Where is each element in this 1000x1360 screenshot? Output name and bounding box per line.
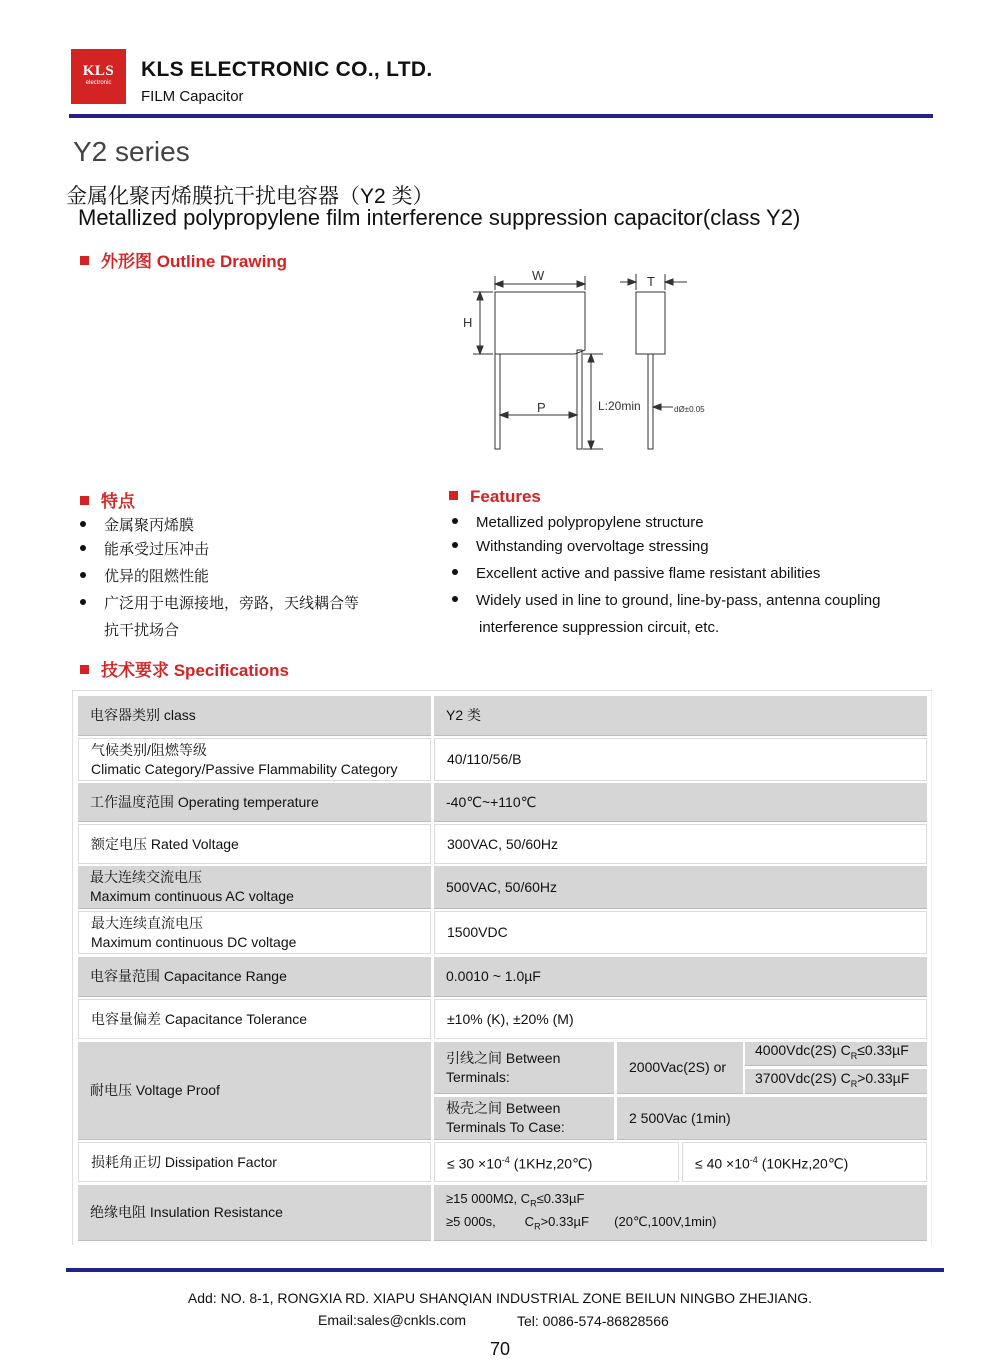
table-cell-value [434, 824, 927, 864]
outline-drawing [455, 262, 725, 457]
series-title: Y2 series [73, 136, 190, 167]
table-cell-value [434, 738, 927, 781]
lead-left [495, 354, 500, 449]
list-item-continuation: interference suppression circuit, etc. [479, 619, 720, 636]
title-chinese: 金属化聚丙烯膜抗干扰电容器（Y2 类） [66, 185, 434, 208]
subscript: R [850, 1050, 858, 1061]
table-cell-label [78, 783, 431, 822]
cell-text-part: 4000Vdc(2S) C [755, 1042, 851, 1059]
bullet-icon [452, 569, 458, 575]
table-cell-value [434, 866, 927, 909]
cell-text: Maximum continuous DC voltage [91, 933, 297, 950]
table-cell-label [78, 824, 431, 864]
logo-subtext: electronic [85, 80, 112, 86]
subscript: R [530, 1198, 537, 1209]
table-cell-label [78, 957, 431, 997]
table-cell-value [617, 1097, 927, 1140]
cell-text [755, 1041, 927, 1066]
cell-text-part: (10KHz,20℃) [757, 1155, 849, 1172]
subscript: R [850, 1078, 858, 1089]
table-cell-value [434, 1185, 927, 1241]
cell-text: Terminals To Case: [446, 1119, 565, 1135]
logo-text: KLS [82, 63, 115, 79]
subscript: R [534, 1221, 541, 1232]
footer-address: Add: NO. 8-1, RONGXIA RD. XIAPU SHANQIAN INDUSTRIAL ZONE BEILUN NINGBO ZHEJIANG. [187, 1290, 813, 1306]
cell-text: 电容量偏差 Capacitance Tolerance [91, 1010, 308, 1027]
superscript: -4 [501, 1154, 510, 1165]
bullet-icon [80, 545, 86, 551]
table-cell-label [78, 866, 431, 909]
list-item [80, 565, 209, 586]
label-l: L:20min [598, 399, 641, 413]
footer-divider [66, 1268, 944, 1272]
cell-text: 40/110/56/B [447, 751, 522, 767]
header-divider [69, 114, 933, 118]
list-item-text: 金属聚丙烯膜 [104, 517, 195, 534]
list-item [452, 592, 880, 609]
list-item [80, 538, 209, 559]
table-cell-label [78, 738, 431, 781]
cell-text: 损耗角正切 Dissipation Factor [91, 1153, 277, 1170]
list-item-text: 广泛用于电源接地，旁路，天线耦合等 [104, 595, 360, 612]
bullet-icon [452, 542, 458, 548]
table-cell-label [78, 1185, 431, 1241]
list-item-text: Metallized polypropylene structure [476, 514, 704, 531]
list-item-text: 优异的阻燃性能 [104, 568, 210, 585]
list-item-text: Widely used in line to ground, line-by-pass, antenna coupling [476, 592, 881, 609]
square-bullet-icon [80, 496, 89, 505]
cell-text: 500VAC, 50/60Hz [446, 878, 558, 895]
label-d: dØ±0.05 [674, 405, 705, 414]
cell-text-part: (1KHz,20℃) [509, 1155, 593, 1172]
table-cell-sublabel [434, 1097, 614, 1140]
cell-text: Y2 类 [446, 707, 482, 723]
cell-text: ±10% (K), ±20% (M) [447, 1010, 574, 1027]
cell-text: Terminals: [446, 1068, 510, 1085]
footer-phone: Tel: 0086-574-86828566 [517, 1313, 669, 1329]
page-number: 70 [489, 1339, 511, 1359]
features-cn-heading-text: 特点 [101, 492, 135, 511]
cell-text [695, 1151, 926, 1174]
label-w: W [532, 268, 545, 283]
cell-text: 气候类别/阻燃等级 [91, 741, 207, 758]
label-t: T [647, 274, 655, 289]
table-cell-value [682, 1142, 927, 1182]
footer-email: Email:sales@cnkls.com [318, 1312, 467, 1328]
list-item [452, 514, 704, 531]
table-cell-value [434, 911, 927, 954]
superscript: -4 [749, 1154, 758, 1165]
bullet-icon [80, 572, 86, 578]
cell-text: 2 500Vac (1min) [629, 1109, 731, 1126]
side-view-body [636, 292, 665, 354]
list-item [452, 565, 820, 582]
table-cell-sublabel [434, 1042, 614, 1094]
specifications-table [72, 690, 932, 1245]
list-item [80, 514, 194, 535]
cell-text: 电容器类别 class [90, 707, 196, 723]
cell-text: 额定电压 Rated Voltage [91, 835, 239, 852]
cell-text-part: ≤0.33µF [536, 1190, 585, 1206]
cell-text-part: ≤0.33µF [857, 1042, 909, 1059]
table-cell-value [434, 696, 927, 736]
specs-heading [80, 656, 289, 681]
cell-text: 300VAC, 50/60Hz [447, 835, 559, 852]
table-cell-value [617, 1042, 743, 1094]
cell-text: Climatic Category/Passive Flammability Category [91, 760, 398, 777]
features-en-heading [449, 487, 541, 507]
table-cell-label [78, 999, 431, 1039]
product-category: FILM Capacitor [141, 88, 244, 105]
table-cell-label [78, 911, 431, 954]
bullet-icon [80, 599, 86, 605]
capacitor-body [495, 292, 585, 354]
table-cell-value [745, 1042, 927, 1066]
label-p: P [537, 400, 546, 415]
cell-text-part: ≤ 40 ×10 [695, 1155, 750, 1172]
outline-heading-text: 外形图 Outline Drawing [101, 252, 288, 271]
title-english: Metallized polypropylene film interference suppression capacitor(class Y2) [78, 205, 801, 230]
outline-heading [80, 247, 287, 272]
cell-text: 最大连续直流电压 [91, 914, 203, 931]
list-item [452, 538, 709, 555]
features-en-heading-text: Features [470, 487, 541, 506]
bullet-icon [452, 518, 458, 524]
cell-text: 1500VDC [447, 924, 508, 940]
list-item-continuation: 抗干扰场合 [104, 622, 180, 639]
list-item-text: Excellent active and passive flame resistant abilities [476, 565, 821, 582]
cell-text [447, 1151, 678, 1174]
table-cell-value [745, 1069, 927, 1094]
company-logo [71, 49, 126, 104]
cell-text: 工作温度范围 Operating temperature [90, 793, 319, 810]
lead-right [577, 350, 582, 449]
cell-text: 极壳之间 Between [446, 1100, 561, 1116]
square-bullet-icon [449, 491, 458, 500]
cell-text: 0.0010 ~ 1.0µF [446, 968, 541, 984]
cell-text: 引线之间 Between [446, 1049, 561, 1066]
square-bullet-icon [80, 256, 89, 265]
cell-text: -40℃~+110℃ [446, 793, 537, 810]
cell-text: 绝缘电阻 Insulation Resistance [90, 1204, 283, 1220]
table-cell-label [78, 1142, 431, 1182]
bullet-icon [80, 521, 86, 527]
table-cell-value [434, 1142, 679, 1182]
cell-text-part: ≥15 000MΩ, C [446, 1190, 531, 1206]
cell-text [446, 1213, 927, 1236]
bullet-icon [452, 596, 458, 602]
specs-heading-text: 技术要求 Specifications [101, 661, 289, 680]
label-h: H [463, 315, 473, 330]
cell-text-part: 3700Vdc(2S) C [755, 1069, 851, 1086]
cell-text [755, 1069, 927, 1094]
table-cell-value [434, 999, 927, 1039]
side-view-lead [648, 354, 653, 449]
table-cell-value [434, 957, 927, 997]
table-cell-label [78, 696, 431, 736]
cell-text-part: ≤ 30 ×10 [447, 1155, 502, 1172]
cell-text-part: ≥5 000s, C [446, 1213, 535, 1229]
list-item-text: Withstanding overvoltage stressing [476, 538, 709, 555]
cell-text: 最大连续交流电压 [90, 869, 202, 885]
cell-text: 耐电压 Voltage Proof [90, 1082, 220, 1098]
cell-text-part: >0.33µF (20℃,100V,1min) [540, 1213, 717, 1229]
features-cn-heading [80, 487, 135, 512]
cell-text [446, 1190, 927, 1213]
square-bullet-icon [80, 665, 89, 674]
cell-text: 2000Vac(2S) or [629, 1059, 727, 1075]
table-cell-label [78, 1042, 431, 1140]
cell-text-part: >0.33µF [857, 1069, 910, 1086]
cell-text: 电容量范围 Capacitance Range [90, 968, 287, 984]
list-item [80, 592, 359, 613]
company-name: KLS ELECTRONIC CO., LTD. [141, 58, 433, 81]
list-item-text: 能承受过压冲击 [104, 541, 210, 558]
table-cell-value [434, 783, 927, 822]
cell-text: Maximum continuous AC voltage [90, 888, 294, 904]
